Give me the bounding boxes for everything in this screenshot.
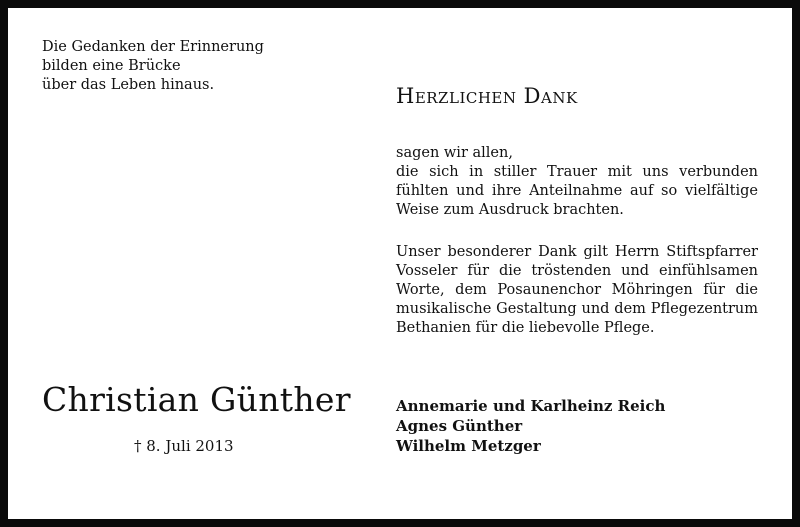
signer-name: Annemarie und Karlheinz Reich — [396, 397, 666, 415]
thanks-paragraph-2: Unser besonderer Dank gilt Herrn Stiftspfarrer Vosseler für die tröstenden und einfühlsamen Worte, dem Posaunenchor Möhringen für die musikalische Gestaltung und dem Pflegezentrum Bethanien für die liebevolle Pflege. — [396, 244, 758, 336]
thanks-heading: Herzlichen Dank — [396, 84, 578, 108]
thanks-intro: sagen wir allen, — [396, 145, 513, 161]
death-date: † 8. Juli 2013 — [134, 437, 234, 455]
signers-list — [396, 396, 665, 456]
quote-line: bilden eine Brücke — [42, 58, 181, 74]
memorial-quote — [42, 38, 302, 95]
thanks-paragraph-1: die sich in stiller Trauer mit uns verbunden fühlten und ihre Anteilnahme auf so vielfältige Weise zum Ausdruck brachten. — [396, 164, 758, 218]
signer-name: Agnes Günther — [396, 417, 523, 435]
quote-line: Die Gedanken der Erinnerung — [42, 39, 264, 55]
deceased-name: Christian Günther — [42, 380, 351, 419]
quote-line: über das Leben hinaus. — [42, 77, 215, 93]
signer-name: Wilhelm Metzger — [396, 437, 541, 455]
